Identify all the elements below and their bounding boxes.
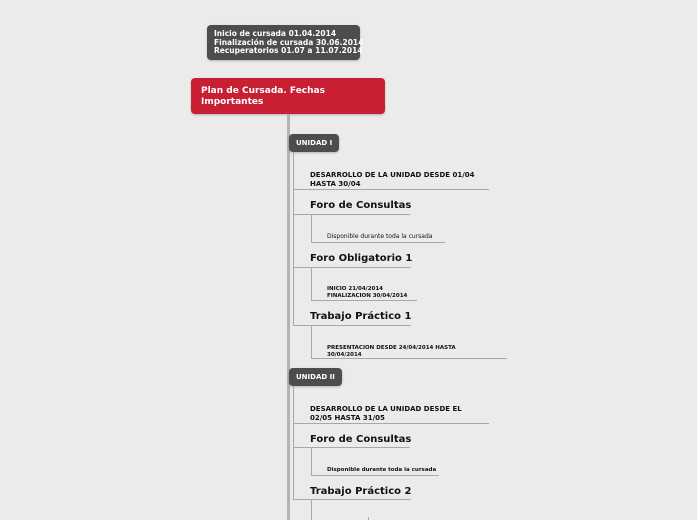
unit-1-practical-work-dates[interactable] bbox=[327, 345, 456, 358]
root-title-line2: Importantes bbox=[201, 97, 264, 107]
unit-1-forum-consultas-topic[interactable]: Foro de Consultas bbox=[310, 200, 412, 211]
unit-1-forum-consultas-detail-underline bbox=[311, 242, 445, 243]
unit-2-topic[interactable]: UNIDAD II bbox=[289, 368, 342, 386]
note-recovery-dates: Recuperatorios 01.07 a 11.07.2014 bbox=[214, 46, 363, 56]
unit-2-practical-work-topic[interactable]: Trabajo Práctico 2 bbox=[310, 486, 412, 497]
unit-2-practical-work-connector bbox=[311, 499, 312, 520]
note-start-date: Inicio de cursada 01.04.2014 bbox=[214, 29, 337, 38]
unit-1-forum-obligatorio-dates-underline bbox=[311, 300, 417, 301]
unit-1-practical-work-topic[interactable]: Trabajo Práctico 1 bbox=[310, 311, 412, 322]
unit-1-forum-consultas-connector bbox=[311, 214, 312, 242]
unit-2-forum-consultas-connector bbox=[311, 447, 312, 475]
unit-2-forum-consultas-topic[interactable]: Foro de Consultas bbox=[310, 434, 412, 445]
unit-2-development-line1: DESARROLLO DE LA UNIDAD DESDE EL bbox=[310, 405, 462, 413]
unit-1-forum-consultas-detail[interactable]: Disponible durante toda la cursada bbox=[327, 233, 433, 240]
unit-1-forum-obligatorio-dates[interactable] bbox=[327, 286, 407, 299]
unit-1-forum-obligatorio-connector bbox=[311, 267, 312, 301]
main-trunk-connector bbox=[287, 114, 290, 520]
unit-1-topic[interactable]: UNIDAD I bbox=[289, 134, 339, 152]
unit-2-development-underline bbox=[293, 423, 489, 424]
note-end-date: Finalización de cursada 30.06.2014 bbox=[214, 37, 364, 47]
unit-1-connector bbox=[293, 152, 294, 325]
unit-1-development-underline bbox=[293, 189, 489, 190]
unit-1-forum-obligatorio-topic[interactable]: Foro Obligatorio 1 bbox=[310, 253, 413, 264]
root-topic[interactable] bbox=[191, 78, 385, 114]
unit-1-practical-work-line1: PRESENTACION DESDE 24/04/2014 HASTA bbox=[327, 345, 456, 351]
unit-1-development-topic[interactable] bbox=[310, 171, 475, 189]
unit-2-development-topic[interactable] bbox=[310, 405, 462, 423]
root-title-line1: Plan de Cursada. Fechas bbox=[201, 86, 325, 96]
unit-1-forum-obligatorio-start: INICIO 21/04/2014 bbox=[327, 286, 384, 292]
unit-1-practical-work-connector bbox=[311, 325, 312, 359]
unit-2-connector bbox=[293, 386, 294, 499]
unit-1-practical-work-line2: 30/04/2014 bbox=[327, 351, 362, 358]
unit-2-forum-consultas-detail[interactable]: Disponible durante toda la cursada bbox=[327, 467, 437, 473]
unit-2-development-line2: 02/05 HASTA 31/05 bbox=[310, 414, 385, 422]
unit-1-forum-obligatorio-end: FINALIZACION 30/04/2014 bbox=[327, 292, 408, 299]
unit-2-forum-consultas-detail-underline bbox=[311, 475, 439, 476]
unit-1-development-line2: HASTA 30/04 bbox=[310, 180, 361, 188]
unit-1-development-line1: DESARROLLO DE LA UNIDAD DESDE 01/04 bbox=[310, 171, 475, 179]
course-dates-note[interactable] bbox=[207, 25, 364, 60]
unit-1-practical-work-dates-underline bbox=[311, 358, 507, 359]
